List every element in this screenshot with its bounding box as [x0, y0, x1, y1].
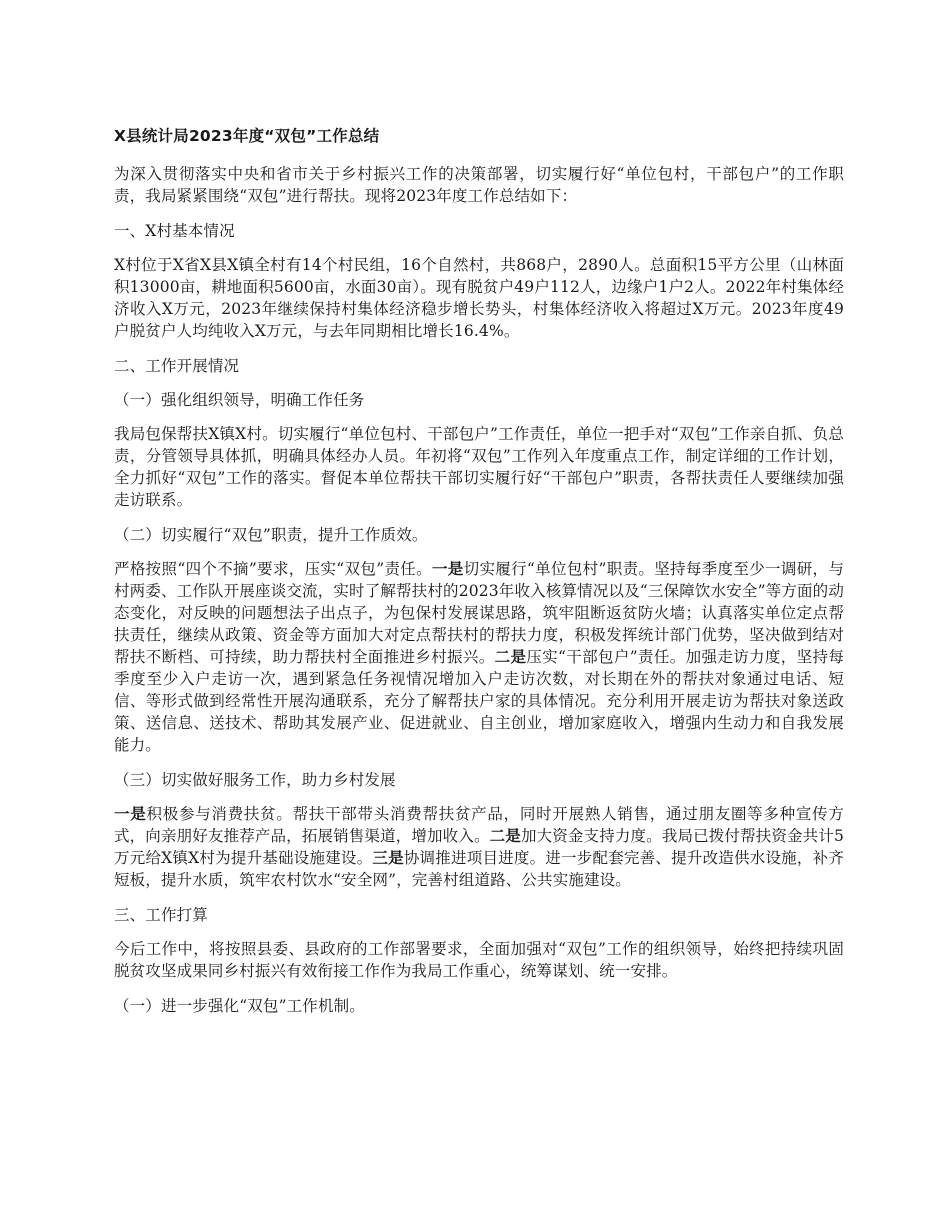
section-2-2-heading: （二）切实履行“双包”职责，提升工作质效。 [114, 526, 428, 544]
section-1-heading: 一、X村基本情况 [114, 222, 235, 240]
section-2-2-part-1: 切实履行“单位包村”职责。坚持每季度至少一调研，与村两委、工作队开展座谈交流，实时了解帮扶村的2023年收入核算情况以及“三保障饮水安全”等方面的动态变化，对反映的问题想法子出点子，为包保村发展谋思路，筑牢阻断返贫防火墙；认真落实单位定点帮扶责任，继续从政策、资金等方面加大对定点帮扶村的帮扶力度，积极发挥统计部门优势，坚决做到结对帮扶不断档、可持续，助力帮扶村全面推进乡村振兴。 [114, 560, 844, 666]
keyword-third: 三是 [372, 849, 404, 867]
keyword-second: 二是 [489, 827, 521, 845]
section-2-3-heading: （三）切实做好服务工作，助力乡村发展 [114, 771, 396, 789]
keyword-first: 一是 [114, 805, 147, 823]
section-2-heading: 二、工作开展情况 [114, 357, 240, 375]
section-2-1-body: 我局包保帮扶X镇X村。切实履行“单位包村、干部包户”工作责任，单位一把手对“双包”工作亲自抓、负总责，分管领导具体抓，明确具体经办人员。年初将“双包”工作列入年度重点工作，制定详细的工作计划，全力抓好“双包”工作的落实。督促本单位帮扶干部切实履行好“干部包户”职责，各帮扶责任人要继续加强走访联系。 [114, 425, 844, 509]
section-2-3-part-3: 协调推进项目进度。进一步配套完善、提升改造供水设施，补齐短板，提升水质，筑牢农村饮水“安全网”，完善村组道路、公共实施建设。 [114, 849, 845, 889]
section-3-1-heading: （一）进一步强化“双包”工作机制。 [114, 997, 365, 1015]
document-page [114, 124, 844, 1029]
section-2-2-lead: 严格按照“四个不摘”要求，压实“双包”责任。 [114, 560, 432, 578]
section-3-heading: 三、工作打算 [114, 906, 208, 924]
intro-paragraph: 为深入贯彻落实中央和省市关于乡村振兴工作的决策部署，切实履行好“单位包村，干部包户”的工作职责，我局紧紧围绕“双包”进行帮扶。现将2023年度工作总结如下： [114, 165, 844, 205]
document-title: X县统计局2023年度“双包”工作总结 [114, 127, 380, 145]
section-2-2-part-2: 压实“干部包户”责任。加强走访力度，坚持每季度至少入户走访一次，遇到紧急任务视情况增加入户走访次数，对长期在外的帮扶对象通过电话、短信、等形式做到经常性开展沟通联系，充分了解帮扶户家的具体情况。充分利用开展走访为帮扶对象送政策、送信息、送技术、帮助其发展产业、促进就业、自主创业，增加家庭收入，增强内生动力和自我发展能力。 [114, 648, 844, 754]
keyword-first: 一是 [431, 560, 464, 578]
section-2-3-part-1: 积极参与消费扶贫。帮扶干部带头消费帮扶贫产品，同时开展熟人销售，通过朋友圈等多种宣传方式，向亲朋好友推荐产品，拓展销售渠道，增加收入。 [114, 805, 845, 845]
section-1-body: X村位于X省X县X镇全村有14个村民组，16个自然村，共868户，2890人。总面积15平方公里（山林面积13000亩，耕地面积5600亩，水面30亩）。现有脱贫户49户112人，边缘户1户2人。2022年村集体经济收入X万元，2023年继续保持村集体经济稳步增长势头，村集体经济收入将超过X万元。2023年度49户脱贫户人均纯收入X万元，与去年同期相比增长16.4%。 [114, 256, 844, 340]
section-2-2-body [114, 558, 844, 756]
section-2-3-part-2: 加大资金支持力度。我局已拨付帮扶资金共计5万元给X镇X村为提升基础设施建设。 [114, 827, 844, 867]
section-2-3-body [114, 803, 844, 891]
section-3-body: 今后工作中，将按照县委、县政府的工作部署要求，全面加强对“双包”工作的组织领导，始终把持续巩固脱贫攻坚成果同乡村振兴有效衔接工作作为我局工作重心，统筹谋划、统一安排。 [114, 940, 844, 980]
keyword-second: 二是 [494, 648, 527, 666]
section-2-1-heading: （一）强化组织领导，明确工作任务 [114, 391, 365, 409]
